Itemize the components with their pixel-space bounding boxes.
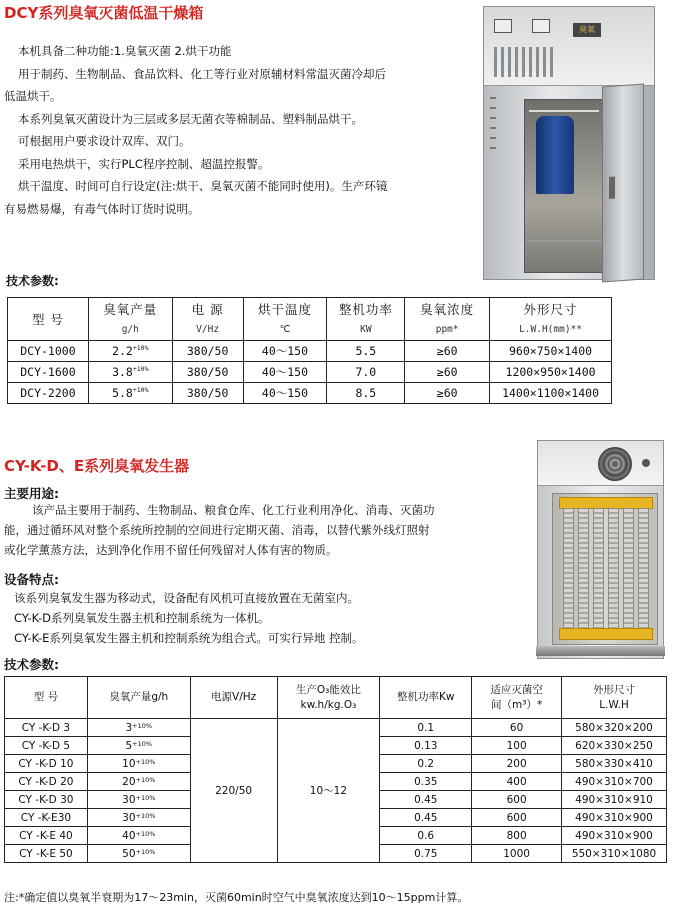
cell-space: 800: [472, 827, 562, 845]
cell-output: $50^{+10\%}$: [87, 845, 190, 863]
cell-power-shared: 220/50: [190, 719, 277, 863]
usage-heading: 主要用途:: [4, 486, 59, 501]
generator-base: [536, 646, 665, 656]
cell-model: CY -K-D 10: [5, 755, 88, 773]
features-text: [4, 588, 524, 648]
cell-model: DCY-2200: [8, 383, 89, 404]
col-header-output: 臭氧产量: [88, 298, 172, 320]
unit-conc: ppm*: [405, 320, 490, 341]
col-header-conc: 臭氧浓度: [405, 298, 490, 320]
gauge-icon: [494, 19, 512, 33]
cell-size: 550×310×1080: [562, 845, 667, 863]
panel-label: 臭氧: [573, 23, 601, 37]
cell-space: 200: [472, 755, 562, 773]
cell-size: 490×310×900: [562, 827, 667, 845]
cell-kw: 0.45: [380, 791, 472, 809]
cell-conc: ≥60: [405, 362, 490, 383]
fan-icon: [598, 447, 632, 481]
cell-kw: 0.2: [380, 755, 472, 773]
cell-size: 490×310×900: [562, 809, 667, 827]
cy-tech-label: 技术参数:: [4, 657, 59, 672]
cell-kw: 8.5: [327, 383, 405, 404]
cell-output: $3^{+10\%}$: [87, 719, 190, 737]
cell-kw: 0.1: [380, 719, 472, 737]
dcy-para-6: 采用电热烘干，实行PLC程序控制、超温控报警。: [18, 156, 270, 171]
cell-space: 600: [472, 809, 562, 827]
cell-power: 380/50: [172, 383, 243, 404]
col-header-size: 外形尺寸 L.W.H: [562, 677, 667, 719]
dcy-section-title: DCY系列臭氧灭菌低温干燥箱: [4, 4, 204, 22]
dcy-para-8: 有易燃易爆，有毒气体时订货时说明。: [4, 201, 200, 216]
unit-output: g/h: [88, 320, 172, 341]
cell-space: 400: [472, 773, 562, 791]
cell-space: 60: [472, 719, 562, 737]
tube-icon: [623, 508, 634, 630]
cell-kw: 0.35: [380, 773, 472, 791]
col-header-kw: 整机功率Kw: [380, 677, 472, 719]
cell-model: CY -K-E 50: [5, 845, 88, 863]
col-header-power: 电源V/Hz: [190, 677, 277, 719]
cell-model: CY -K-D 30: [5, 791, 88, 809]
cell-kw: 5.5: [327, 341, 405, 362]
cell-output: $2.2^{+10\%}$: [88, 341, 172, 362]
hanging-rail: [529, 110, 599, 112]
dcy-para-4: 本系列臭氧灭菌设计为三层或多层无菌衣等棉制品、塑料制品烘干。: [18, 111, 363, 126]
cell-kw: 0.13: [380, 737, 472, 755]
dcy-para-2: 用于制药、生物制品、食品饮料、化工等行业对原辅材料常温灭菌冷却后: [18, 66, 386, 81]
dcy-para-3: 低温烘干。: [4, 89, 62, 103]
cell-output: $5.8^{+10\%}$: [88, 383, 172, 404]
dcy-tech-label: 技术参数:: [6, 274, 59, 288]
cell-kw: 0.6: [380, 827, 472, 845]
chamber-shelf: [527, 240, 601, 242]
feature-line-1: 该系列臭氧发生器为移动式，设备配有风机可直接放置在无菌室内。: [14, 591, 359, 605]
cell-temp: 40～150: [243, 341, 327, 362]
tube-window: [552, 493, 658, 645]
cell-conc: ≥60: [405, 341, 490, 362]
cell-model: CY -K-D 3: [5, 719, 88, 737]
cell-output: $30^{+10\%}$: [87, 791, 190, 809]
open-door: [602, 84, 644, 283]
cell-efficiency-shared: 10～12: [277, 719, 380, 863]
cell-model: DCY-1000: [8, 341, 89, 362]
cell-space: 600: [472, 791, 562, 809]
tube-icon: [638, 508, 649, 630]
cell-space: 1000: [472, 845, 562, 863]
cell-output: $30^{+10\%}$: [87, 809, 190, 827]
cell-output: $10^{+10\%}$: [87, 755, 190, 773]
cell-output: $3.8^{+10\%}$: [88, 362, 172, 383]
cell-size: 490×310×700: [562, 773, 667, 791]
dcy-para-1: 本机具备二种功能:1.臭氧灭菌 2.烘干功能: [18, 44, 232, 58]
col-header-power: 电 源: [172, 298, 243, 320]
col-header-model: 型 号: [5, 677, 88, 719]
cell-size: 1200×950×1400: [490, 362, 612, 383]
col-header-space: 适应灭菌空 间（m³）*: [472, 677, 562, 719]
dcy-spec-table: [7, 297, 612, 404]
cell-power: 380/50: [172, 341, 243, 362]
usage-line-3: 或化学薰蒸方法，达到净化作用不留任何残留对人体有害的物质。: [4, 543, 338, 557]
cy-spec-table: [4, 676, 667, 863]
unit-kw: KW: [327, 320, 405, 341]
usage-line-2: 能，通过循环风对整个系统所控制的空间进行定期灭菌、消毒，以替代紫外线灯照射: [4, 523, 430, 537]
switch-row: [494, 47, 554, 77]
cell-kw: 0.45: [380, 809, 472, 827]
cell-temp: 40～150: [243, 383, 327, 404]
ozone-generator-photo: [537, 440, 664, 659]
usage-text: [4, 500, 529, 560]
cell-output: $20^{+10\%}$: [87, 773, 190, 791]
cell-size: 580×320×200: [562, 719, 667, 737]
feature-line-3: CY-K-E系列臭氧发生器主机和控制系统为组合式。可实行异地 控制。: [14, 631, 364, 645]
tube-icon: [608, 508, 619, 630]
cell-size: 960×750×1400: [490, 341, 612, 362]
cell-model: CY -K-E30: [5, 809, 88, 827]
col-header-kw: 整机功率: [327, 298, 405, 320]
chamber-opening: [524, 99, 604, 273]
table-row: [8, 383, 612, 404]
tube-icon: [563, 508, 574, 630]
cell-size: 620×330×250: [562, 737, 667, 755]
col-header-model: 型 号: [8, 298, 89, 341]
cell-model: DCY-1600: [8, 362, 89, 383]
table-row: [8, 341, 612, 362]
indicator-light-icon: [642, 459, 650, 467]
unit-size: L.W.H(mm)**: [490, 320, 612, 341]
cell-power: 380/50: [172, 362, 243, 383]
cell-model: CY -K-D 20: [5, 773, 88, 791]
dcy-para-5: 可根据用户要求设计双库、双门。: [18, 134, 191, 148]
table-row: [8, 362, 612, 383]
tube-icon: [578, 508, 589, 630]
dcy-dryer-photo: [483, 6, 655, 280]
col-header-size: 外形尺寸: [490, 298, 612, 320]
coat-icon: [536, 116, 574, 194]
cell-output: $5^{+10\%}$: [87, 737, 190, 755]
cell-output: $40^{+10\%}$: [87, 827, 190, 845]
gauge-icon: [532, 19, 550, 33]
cell-size: 490×310×910: [562, 791, 667, 809]
cell-kw: 0.75: [380, 845, 472, 863]
col-header-output: 臭氧产量g/h: [87, 677, 190, 719]
cell-model: CY -K-D 5: [5, 737, 88, 755]
dcy-para-7: 烘干温度、时间可自行设定(注:烘干、臭氧灭菌不能同时使用)。生产环镜: [18, 179, 388, 193]
tube-icon: [593, 508, 604, 630]
feature-line-2: CY-K-D系列臭氧发生器主机和控制系统为一体机。: [14, 611, 270, 625]
tube-caps-bottom: [559, 628, 653, 640]
unit-power: V/Hz: [172, 320, 243, 341]
cell-temp: 40～150: [243, 362, 327, 383]
cell-space: 100: [472, 737, 562, 755]
usage-line-1: 该产品主要用于制药、生物制品、粮食仓库、化工行业利用净化、消毒、灭菌功: [32, 503, 435, 517]
cy-section-title: CY-K-D、E系列臭氧发生器: [4, 457, 190, 475]
col-header-temp: 烘干温度: [243, 298, 327, 320]
cell-model: CY -K-E 40: [5, 827, 88, 845]
unit-temp: ℃: [243, 320, 327, 341]
footnote: 注:*确定值以臭氧半衰期为17～23min，灭菌60min时空气中臭氧浓度达到10～15ppm计算。: [4, 891, 469, 904]
cell-conc: ≥60: [405, 383, 490, 404]
cell-size: 580×330×410: [562, 755, 667, 773]
door-handle-icon: [609, 177, 615, 199]
col-header-efficiency: 生产O₃能效比 kw.h/kg.O₃: [277, 677, 380, 719]
cell-size: 1400×1100×1400: [490, 383, 612, 404]
table-row: [5, 719, 667, 737]
dcy-description: [4, 40, 474, 220]
cell-kw: 7.0: [327, 362, 405, 383]
features-heading: 设备特点:: [4, 572, 59, 587]
side-vents: [490, 97, 496, 157]
